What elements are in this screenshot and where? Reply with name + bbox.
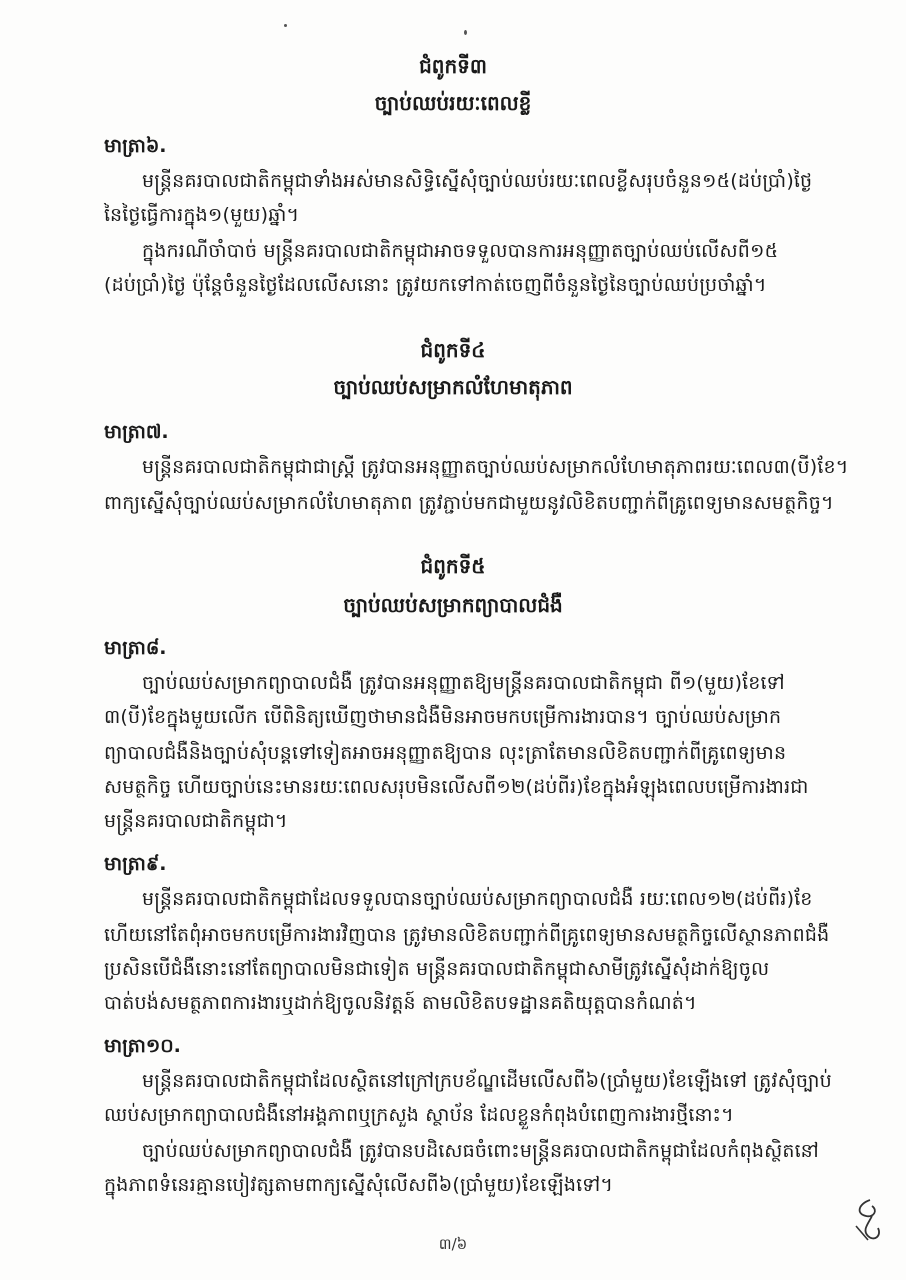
article-8-line: ៣(បី)ខែក្នុងមួយលើក បើពិនិត្យឃើញថាមានជំងឺមិនអាចមកបម្រើការងារបាន។ ច្បាប់ឈប់សម្រាក bbox=[104, 706, 782, 728]
chapter-5-title: ជំពូកទី៥ bbox=[420, 554, 486, 578]
article-6-line: នៃថ្ងៃធ្វើការក្នុង១(មួយ)ឆ្នាំ។ bbox=[104, 204, 300, 226]
scan-speck bbox=[284, 24, 287, 27]
article-9-line: មន្ត្រីនគរបាលជាតិកម្ពុជាដែលទទួលបានច្បាប់ឈប់សម្រាកព្យាបាលជំងឺ រយៈពេល១២(ដប់ពីរ)ខែ bbox=[142, 888, 813, 910]
chapter-3-title: ជំពូកទី៣ bbox=[419, 54, 487, 78]
article-8-line: ច្បាប់ឈប់សម្រាកព្យាបាលជំងឺ ត្រូវបានអនុញ្ញាតឱ្យមន្ត្រីនគរបាលជាតិកម្ពុជា ពី១(មួយ)ខែទៅ bbox=[142, 672, 785, 694]
chapter-4-title: ជំពូកទី៤ bbox=[420, 338, 486, 362]
chapter-5-subtitle: ច្បាប់ឈប់សម្រាកព្យាបាលជំងឺ bbox=[343, 593, 563, 617]
scan-speck bbox=[464, 30, 467, 35]
article-10-line: ឈប់សម្រាកព្យាបាលជំងឺនៅអង្គភាពឬក្រសួង ស្ថាប័ន ដែលខ្លួនកំពុងបំពេញការងារថ្មីនោះ។ bbox=[104, 1104, 734, 1126]
article-6-heading: មាត្រា៦. bbox=[104, 135, 167, 157]
article-9-line: ហើយនៅតែពុំអាចមកបម្រើការងារវិញបាន ត្រូវមានលិខិតបញ្ជាក់ពីគ្រូពេទ្យមានសមត្ថកិច្ចលើស្ថានភាពជំងឺ bbox=[104, 924, 830, 946]
page-number: ៣/៦ bbox=[438, 1235, 468, 1253]
article-10-line: ក្នុងភាពទំនេរគ្មានបៀវត្សតាមពាក្យស្នើសុំលើសពី៦(ប្រាំមួយ)ខែឡើងទៅ។ bbox=[104, 1174, 614, 1196]
article-6-line: មន្ត្រីនគរបាលជាតិកម្ពុជាទាំងអស់មានសិទ្ធិស្នើសុំច្បាប់ឈប់រយៈពេលខ្លីសរុបចំនួន១៥(ដប់ប្រាំ)ថ្ងៃ bbox=[142, 170, 813, 192]
article-10-heading: មាត្រា១០. bbox=[104, 1035, 181, 1057]
article-10-line: ច្បាប់ឈប់សម្រាកព្យាបាលជំងឺ ត្រូវបានបដិសេធចំពោះមន្ត្រីនគរបាលជាតិកម្ពុជាដែលកំពុងស្ថិតនៅ bbox=[142, 1140, 819, 1162]
chapter-3-subtitle: ច្បាប់ឈប់រយៈពេលខ្លី bbox=[374, 91, 532, 115]
article-9-line: បាត់បង់សមត្ថភាពការងារឬដាក់ឱ្យចូលនិវត្តន៍ តាមលិខិតបទដ្ឋានគតិយុត្តបានកំណត់។ bbox=[104, 992, 697, 1014]
article-10-line: មន្ត្រីនគរបាលជាតិកម្ពុជាដែលស្ថិតនៅក្រៅក្របខ័ណ្ឌដើមលើសពី៦(ប្រាំមួយ)ខែឡើងទៅ ត្រូវសុំច្បាប់ bbox=[142, 1070, 832, 1092]
article-9-heading: មាត្រា៩. bbox=[104, 853, 167, 875]
article-8-line: សមត្ថកិច្ច ហើយច្បាប់នេះមានរយៈពេលសរុបមិនលើសពី១២(ដប់ពីរ)ខែក្នុងអំឡុងពេលបម្រើការងារជា bbox=[104, 776, 809, 798]
article-9-line: ប្រសិនបើជំងឺនោះនៅតែព្យាបាលមិនជាទៀត មន្ត្រីនគរបាលជាតិកម្ពុជាសាមីត្រូវស្នើសុំដាក់ឱ្យចូល bbox=[104, 958, 770, 980]
chapter-4-subtitle: ច្បាប់ឈប់សម្រាកលំហែមាតុភាព bbox=[333, 375, 573, 399]
handwritten-initials bbox=[848, 1196, 888, 1248]
article-6-line: (ដប់ប្រាំ)ថ្ងៃ ប៉ុន្តែចំនួនថ្ងៃដែលលើសនោះ ត្រូវយកទៅកាត់ចេញពីចំនួនថ្ងៃនៃច្បាប់ឈប់ប្រចាំឆ្នាំ។ bbox=[104, 274, 767, 296]
article-7-heading: មាត្រា៧. bbox=[104, 421, 169, 443]
article-7-line: ពាក្យស្នើសុំច្បាប់ឈប់សម្រាកលំហែមាតុភាព ត្រូវភ្ជាប់មកជាមួយនូវលិខិតបញ្ជាក់ពីគ្រូពេទ្យមានសមត្ថកិច្ច។ bbox=[104, 492, 834, 514]
article-7-line: មន្ត្រីនគរបាលជាតិកម្ពុជាជាស្ត្រី ត្រូវបានអនុញ្ញាតច្បាប់ឈប់សម្រាកលំហែមាតុភាពរយៈពេល៣(បី)ខែ។ bbox=[142, 456, 849, 478]
article-8-line: មន្ត្រីនគរបាលជាតិកម្ពុជា។ bbox=[104, 810, 288, 832]
article-6-line: ក្នុងករណីចាំបាច់ មន្ត្រីនគរបាលជាតិកម្ពុជាអាចទទួលបានការអនុញ្ញាតច្បាប់ឈប់លើសពី១៥ bbox=[142, 240, 779, 262]
article-8-heading: មាត្រា៨. bbox=[104, 637, 167, 659]
article-8-line: ព្យាបាលជំងឺនិងច្បាប់សុំបន្តទៅទៀតអាចអនុញ្ញាតឱ្យបាន លុះត្រាតែមានលិខិតបញ្ជាក់ពីគ្រូពេទ្យមាន bbox=[104, 742, 787, 764]
